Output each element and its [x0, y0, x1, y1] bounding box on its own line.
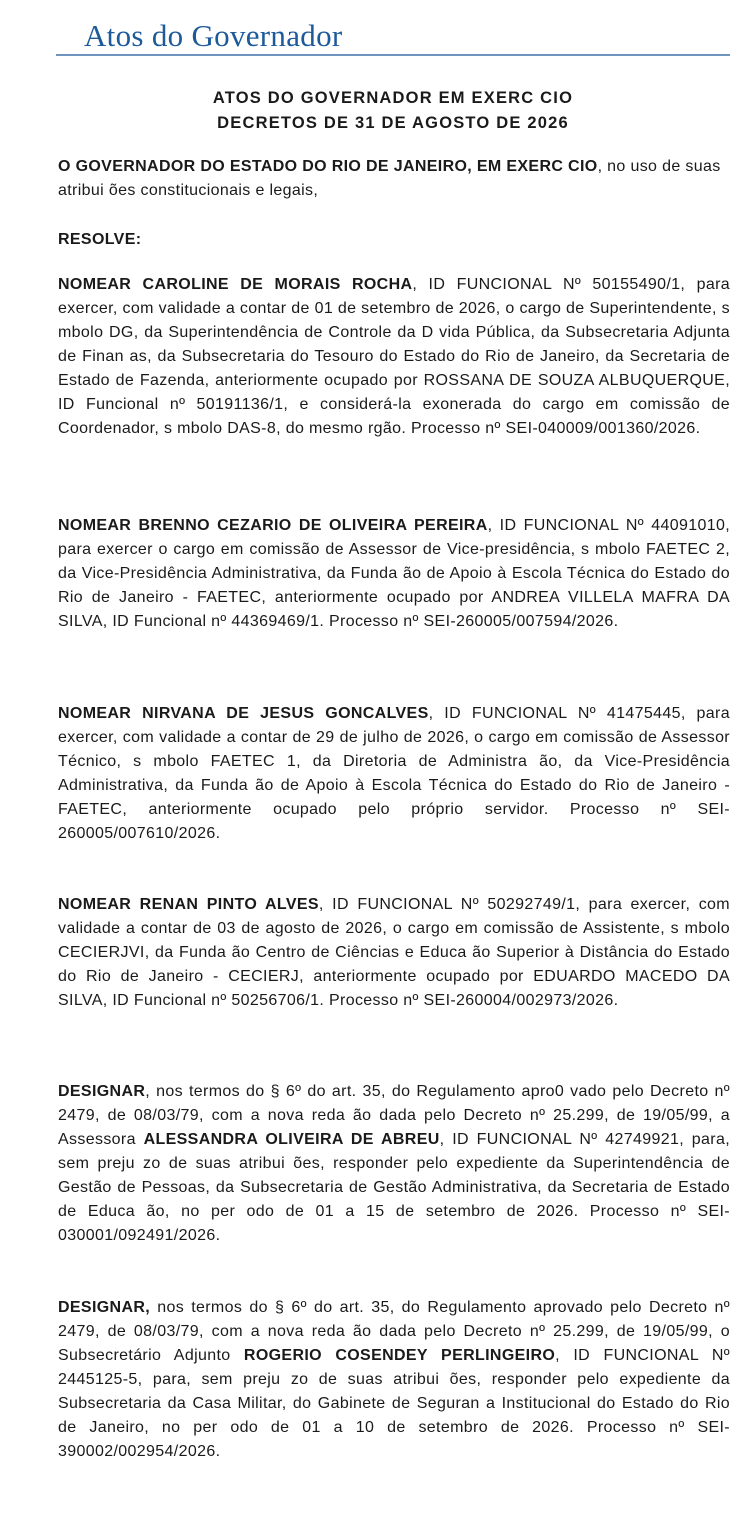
act-keyword: NOMEAR CAROLINE DE MORAIS ROCHA: [58, 276, 413, 293]
act-designation: [58, 1080, 730, 1248]
act-text: , ID FUNCIONAL Nº 2445125-5, para, sem preju zo de suas atribui ões, responder pelo expediente da Subsecretaria da Casa Militar, do Gabinete de Seguran a Institucional do Estado do Rio de Janeiro, no per odo de 01 a 10 de setembro de 2026. Processo nº SEI-390002/002954/2026.: [58, 1347, 730, 1460]
act-keyword: NOMEAR RENAN PINTO ALVES: [58, 896, 319, 913]
act-keyword: DESIGNAR: [58, 1083, 146, 1100]
act-text: , ID FUNCIONAL Nº 41475445, para exercer, com validade a contar de 29 de julho de 2026, o cargo em comissão de Assessor Técnico, s mbolo FAETEC 1, da Diretoria de Administra ão, da Vice-Presidência Administrativa, da Funda ão de Apoio à Escola Técnica do Estado do Rio de Janeiro - FAETEC, anteriormente ocupado pelo próprio servidor. Processo nº SEI-260005/007610/2026.: [58, 705, 730, 842]
act-keyword: NOMEAR BRENNO CEZARIO DE OLIVEIRA PEREIRA: [58, 517, 488, 534]
act-text: , ID FUNCIONAL Nº 44091010, para exercer o cargo em comissão de Assessor de Vice-presidência, s mbolo FAETEC 2, da Vice-Presidência Administrativa, da Funda ão de Apoio à Escola Técnica do Estado do Rio de Janeiro - FAETEC, anteriormente ocupado por ANDREA VILLELA MAFRA DA SILVA, ID Funcional nº 44369469/1. Processo nº SEI-260005/007594/2026.: [58, 517, 730, 630]
header-line-2: DECRETOS DE 31 DE AGOSTO DE 2026: [217, 114, 569, 132]
act-nomination: [58, 514, 730, 634]
act-nomination: [58, 702, 730, 846]
intro-text: , no uso de suas atribui ões constitucionais e legais,: [58, 158, 721, 199]
act-text: , nos termos do § 6º do art. 35, do Regulamento apro0 vado pelo Decreto nº 2479, de 08/03/79, com a nova reda ão dada pelo Decreto nº 25.299, de 19/05/99, a Assessora: [58, 1083, 730, 1148]
act-text: , ID FUNCIONAL Nº 50155490/1, para exercer, com validade a contar de 01 de setembro de 2026, o cargo de Superintendente, s mbolo DG, da Superintendência de Controle da D vida Pública, da Subsecretaria Adjunta de Finan as, da Subsecretaria do Tesouro do Estado do Rio de Janeiro, da Secretaria de Estado de Fazenda, anteriormente ocupado por ROSSANA DE SOUZA ALBUQUERQUE, ID Funcional nº 50191136/1, e considerá-la exonerada do cargo em comissão de Coordenador, s mbolo DAS-8, do mesmo rgão. Processo nº SEI-040009/001360/2026.: [58, 276, 730, 437]
act-text: nos termos do § 6º do art. 35, do Regulamento aprovado pelo Decreto nº 2479, de 08/03/79, com a nova reda ão dada pelo Decreto nº 25.299, de 19/05/99, o Subsecretário Adjunto: [58, 1299, 730, 1364]
act-nomination: [58, 273, 730, 441]
act-designation: [58, 1296, 730, 1464]
resolve-label: RESOLVE:: [58, 231, 142, 248]
header-line-1: ATOS DO GOVERNADOR EM EXERC CIO: [212, 89, 574, 107]
designated-person: ROGERIO COSENDEY PERLINGEIRO: [243, 1347, 556, 1364]
act-text: , ID FUNCIONAL Nº 42749921, para, sem preju zo de suas atribui ões, responder pelo expediente da Superintendência de Gestão de Pessoas, da Subsecretaria de Gestão Administrativa, da Secretaria de Estado de Educa ão, no per odo de 01 a 15 de setembro de 2026. Processo nº SEI-030001/092491/2026.: [58, 1131, 731, 1244]
section-rule: [56, 54, 730, 56]
section-title: Atos do Governador: [84, 18, 343, 53]
designated-person: ALESSANDRA OLIVEIRA DE ABREU: [143, 1131, 440, 1148]
act-nomination: [58, 893, 730, 1013]
intro-paragraph: [58, 155, 730, 203]
act-keyword: DESIGNAR,: [58, 1299, 151, 1316]
act-keyword: NOMEAR NIRVANA DE JESUS GONCALVES: [58, 705, 429, 722]
act-text: , ID FUNCIONAL Nº 50292749/1, para exercer, com validade a contar de 03 de agosto de 2026, o cargo em comissão de Assistente, s mbolo CECIERJVI, da Funda ão Centro de Ciências e Educa ão Superior à Distância do Estado do Rio de Janeiro - CECIERJ, anteriormente ocupado por EDUARDO MACEDO DA SILVA, ID Funcional nº 50256706/1. Processo nº SEI-260004/002973/2026.: [58, 896, 730, 1009]
intro-authority: O GOVERNADOR DO ESTADO DO RIO DE JANEIRO, EM EXERC CIO: [58, 158, 598, 175]
